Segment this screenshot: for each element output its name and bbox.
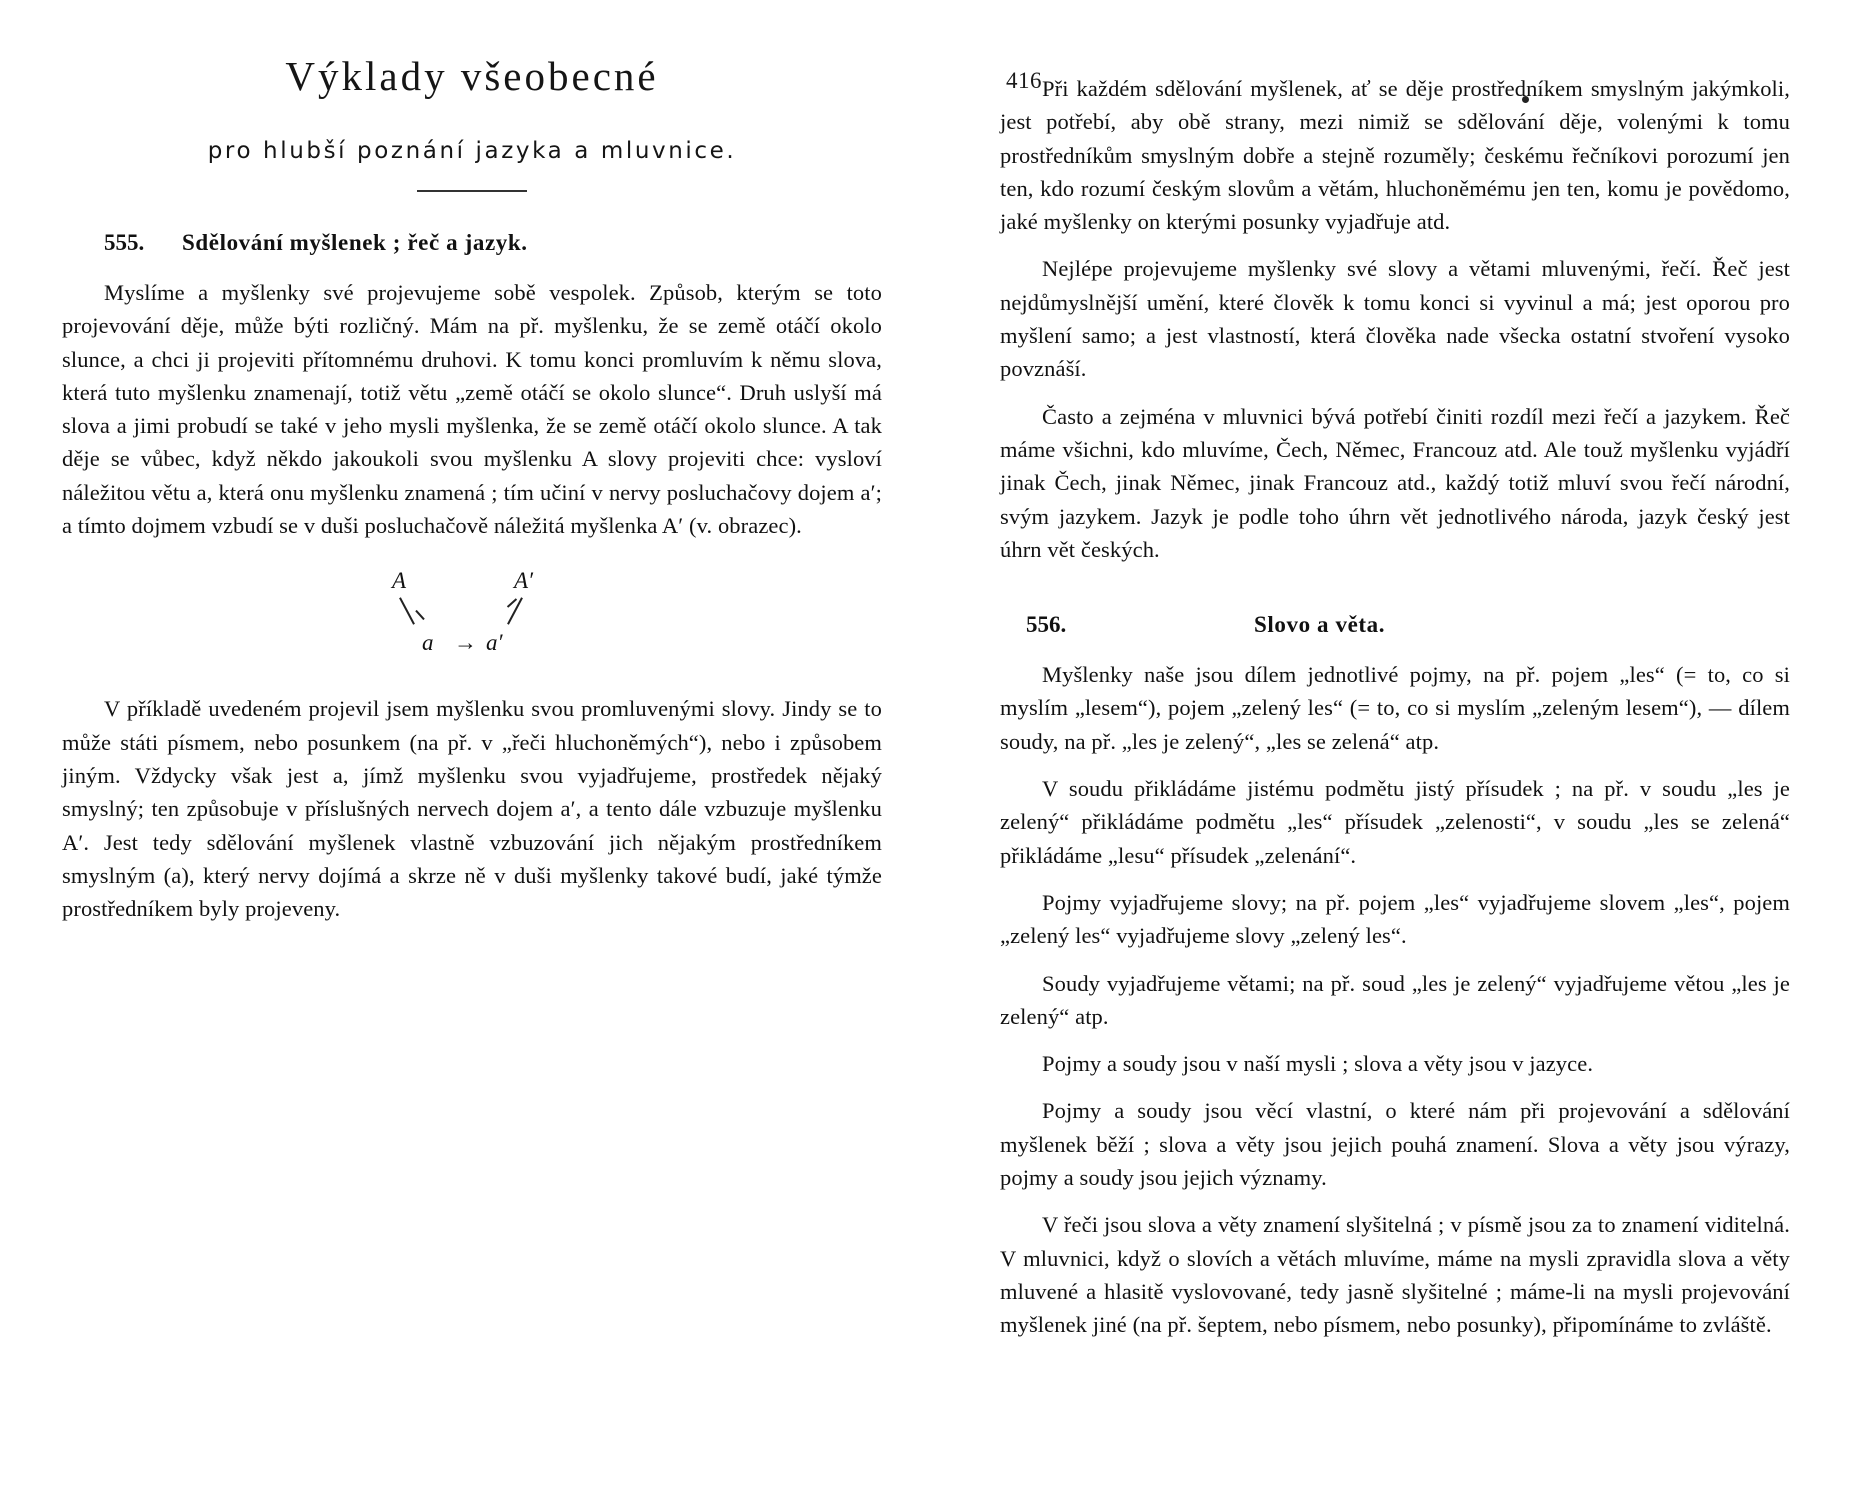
section-heading-556 xyxy=(1000,612,1790,638)
paragraph: V příkladě uvedeném projevil jsem myšlenku svou promluvenými slovy. Jindy se to může státi písmem, nebo posunkem (na př. v „řeči hluchoněmých“), nebo i způsobem jiným. Vždycky však jest a, jímž myšlenku svou vyjadřujeme, prostředek nějaký smyslný; ten způsobuje v příslušných nervech dojem a′, a tento dále vzbuzuje myšlenku A′. Jest tedy sdělování myšlenek vlastně vzbuzování jich nějakým prostředníkem smyslným (a), který nervy dojímá a skrze ně v duši myšlenky takové budí, jaké týmže prostředníkem byly projeveny. xyxy=(62,696,882,922)
section-number: 555. xyxy=(104,230,145,255)
diagram-arrowhead-down xyxy=(415,610,425,620)
paragraph: Pojmy a soudy jsou v naší mysli ; slova a věty jsou v jazyce. xyxy=(1042,1051,1594,1077)
diagram-arrow-right-icon: → xyxy=(454,630,477,656)
page-subtitle: pro hlubší poznání jazyka a mluvnice. xyxy=(207,138,737,164)
section-title: Slovo a věta. xyxy=(1254,612,1386,638)
diagram-label-A-prime: A′ xyxy=(514,568,534,594)
page-title: Výklady všeobecné xyxy=(285,53,659,99)
paragraph: V řeči jsou slova a věty znamení slyšitelná ; v písmě jsou za to znamení viditelná. V mluvnici, když o slovích a větách mluvíme, máme na mysli zpravidla slova a věty mluvené a hlasitě vyslovované, tedy jasně slyšitelné ; máme-li na mysli projevování myšlenek jiné (na př. šeptem, nebo písmem, nebo posunky), připomínáme to zvláště. xyxy=(1000,1212,1790,1338)
paragraph: Myslíme a myšlenky své projevujeme sobě vespolek. Způsob, kterým se toto projevování děje, může býti rozličný. Mám na př. myšlenku, že se země otáčí okolo slunce, a chci ji projeviti přítomnému druhovi. K tomu konci promluvím k němu slova, která tuto myšlenku znamenají, totiž větu „země otáčí se okolo slunce“. Druh uslyší má slova a jimi probudí se také v jeho mysli myšlenka, že se země otáčí okolo slunce. A tak děje se vůbec, když někdo jakoukoli svou myšlenku A slovy projeviti chce: vysloví náležitou větu a, která onu myšlenku znamená ; tím učiní v nervy posluchačovy dojem a′; a tímto dojmem vzbudí se v duši posluchačově náležitá myšlenka A′ (v. obrazec). xyxy=(62,280,882,539)
paragraph: Pojmy a soudy jsou věcí vlastní, o které nám při projevování a sdělování myšlenek běží ; slova a věty jsou jejich pouhá znamení. Slova a věty jsou výrazy, pojmy a soudy jsou jejich významy. xyxy=(1000,1098,1790,1191)
paragraph: Při každém sdělování myšlenek, ať se děje prostředníkem smyslným jakýmkoli, jest potřebí, aby obě strany, mezi nimiž se sdělování děje, volenými k tomu prostředníkům smyslným dobře a stejně rozuměly; českému řečníkovi porozumí jen ten, kdo rozumí českým slovům a větám, hluchoněmému jen ten, komu je povědomo, jaké myšlenky on kterými posunky vyjadřuje atd. xyxy=(1000,76,1790,235)
diagram-arrow-up xyxy=(507,598,523,625)
paragraph: Často a zejména v mluvnici bývá potřebí činiti rozdíl mezi řečí a jazykem. Řeč máme všichni, kdo mluvíme, Čech, Němec, Francouz atd. Ale touž myšlenku vyjádří jinak Čech, jinak Němec, jinak Francouz atd., každý totiž mluví svou řečí národní, svým jazykem. Jazyk je podle toho úhrn vět jednotlivého národa, jazyk český jest úhrn vět českých. xyxy=(1000,403,1790,562)
right-column xyxy=(1000,52,1790,1342)
paragraph: Soudy vyjadřujeme větami; na př. soud „les je zelený“ vyjadřujeme větou „les je zelený“ atp. xyxy=(1000,970,1790,1029)
communication-diagram xyxy=(62,568,882,678)
section-number: 556. xyxy=(1026,612,1067,638)
page-number: 416 xyxy=(1006,68,1042,93)
section-title: Sdělování myšlenek ; řeč a jazyk. xyxy=(182,230,528,255)
section-heading-555 xyxy=(62,230,882,256)
paragraph: Pojmy vyjadřujeme slovy; na př. pojem „les“ vyjadřujeme slovem „les“, pojem „zelený les“ vyjadřujeme slovy „zelený les“. xyxy=(1000,889,1790,949)
diagram-label-a: a xyxy=(422,630,434,656)
paragraph: V soudu přikládáme jistému podmětu jistý přísudek ; na př. v soudu „les je zelený“ přikládáme podmětu „les“ přísudek „zelenosti“, v soudu „les se zelená“ přikládáme „lesu“ přísudek „zelenání“. xyxy=(1000,776,1790,868)
paragraph: Myšlenky naše jsou dílem jednotlivé pojmy, na př. pojem „les“ (= to, co si myslím „lesem“), pojem „zelený les“ (= to, co si myslím „zeleným lesem“), — dílem soudy, na př. „les je zelený“, „les se zelená“ atp. xyxy=(1000,662,1790,754)
diagram-label-A: A xyxy=(392,568,407,594)
left-column xyxy=(62,52,882,925)
title-divider xyxy=(417,190,527,192)
diagram-label-a-prime: a′ xyxy=(486,630,503,656)
diagram-arrow-down xyxy=(399,598,415,625)
paragraph: Nejlépe projevujeme myšlenky své slovy a větami mluvenými, řečí. Řeč jest nejdůmyslnější umění, které člověk k tomu konci si vyvinul a má; jest oporou pro myšlení samo; a jest vlastností, která člověka nade všecka ostatní stvoření vysoko povznáší. xyxy=(1000,256,1790,382)
